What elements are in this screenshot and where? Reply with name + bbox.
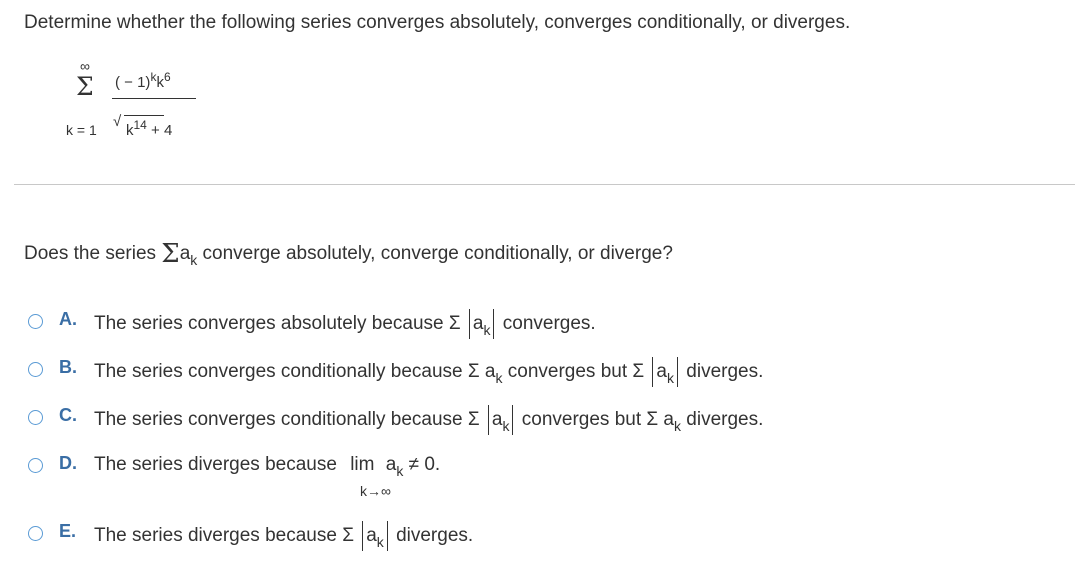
option-e-letter: E. [59, 521, 77, 541]
option-c-part1b: converges but Σ a [521, 409, 674, 430]
abs-bar-left [652, 357, 653, 387]
limit-subscript: k→∞ [360, 483, 391, 499]
option-c-k: k [502, 418, 510, 434]
divider [14, 184, 1075, 185]
option-c-text [94, 405, 763, 435]
option-b-part2: diverges. [686, 361, 764, 382]
option-a-part1: The series converges absolutely because Σ [94, 313, 461, 334]
option-d-letter: D. [59, 453, 77, 473]
option-d-k: k [396, 463, 404, 479]
subq-k: k [190, 252, 198, 268]
option-d-part1: The series diverges because [94, 454, 337, 475]
option-b-part1b: converges but Σ [507, 361, 645, 382]
option-a-k: k [483, 322, 491, 338]
subq-prefix: Does the series [24, 243, 157, 264]
abs-bar-left [488, 405, 489, 435]
abs-bar-right [512, 405, 513, 435]
radio-option-a[interactable] [28, 314, 43, 329]
option-b-text [94, 357, 763, 387]
option-a-part2: converges. [502, 313, 596, 334]
option-a-text [94, 309, 596, 339]
numerator-exp-k: k [150, 70, 157, 84]
option-d-text [94, 453, 440, 477]
radical-overline [124, 115, 164, 116]
numerator [115, 70, 171, 91]
option-b-k0: k [495, 370, 503, 386]
denominator [126, 118, 172, 139]
option-e-part2: diverges. [396, 525, 474, 546]
option-b-letter: B. [59, 357, 77, 377]
radical-sign: √ [113, 113, 122, 130]
radio-option-b[interactable] [28, 362, 43, 377]
sigma-symbol: Σ [76, 72, 94, 101]
den-exp-14: 14 [133, 118, 147, 132]
option-a-letter: A. [59, 309, 77, 329]
option-a-a: a [472, 313, 484, 334]
option-b-part1: The series converges conditionally because Σ a [94, 361, 496, 382]
radio-option-d[interactable] [28, 458, 43, 473]
option-e-text [94, 521, 473, 551]
abs-bar-right [493, 309, 494, 339]
den-tail: + 4 [151, 122, 173, 139]
subq-a: a [179, 243, 191, 264]
fraction-bar [112, 98, 196, 99]
option-d-neq: ≠ 0. [408, 454, 441, 475]
subquestion-text [24, 236, 673, 269]
option-c-letter: C. [59, 405, 77, 425]
option-c-a: a [491, 409, 503, 430]
option-d-a: a [385, 454, 397, 475]
radio-option-e[interactable] [28, 526, 43, 541]
option-b-a: a [656, 361, 667, 382]
subq-sigma: Σ [161, 239, 180, 269]
abs-bar-right [387, 521, 388, 551]
option-e-k: k [376, 534, 384, 550]
sum-upper-limit: ∞ [80, 58, 90, 74]
option-e-part1: The series diverges because Σ [94, 525, 354, 546]
sum-lower-limit: k = 1 [66, 122, 97, 138]
radio-option-c[interactable] [28, 410, 43, 425]
abs-bar-left [362, 521, 363, 551]
numerator-exp-6: 6 [163, 70, 171, 84]
question-text: Determine whether the following series converges absolutely, converges conditionally, or diverges. [24, 12, 851, 33]
abs-bar-left [469, 309, 470, 339]
option-d-lim: lim [350, 454, 375, 475]
numerator-base: ( − 1) [115, 74, 151, 91]
option-c-part1: The series converges conditionally because Σ [94, 409, 480, 430]
option-c-k0: k [674, 418, 681, 434]
subq-suffix: converge absolutely, converge conditionally, or diverge? [202, 243, 673, 264]
numerator-k: k [156, 74, 164, 91]
den-k: k [126, 122, 134, 139]
abs-bar-right [677, 357, 678, 387]
option-c-part2: diverges. [686, 409, 764, 430]
option-e-a: a [366, 525, 377, 546]
option-b-k: k [667, 370, 674, 386]
